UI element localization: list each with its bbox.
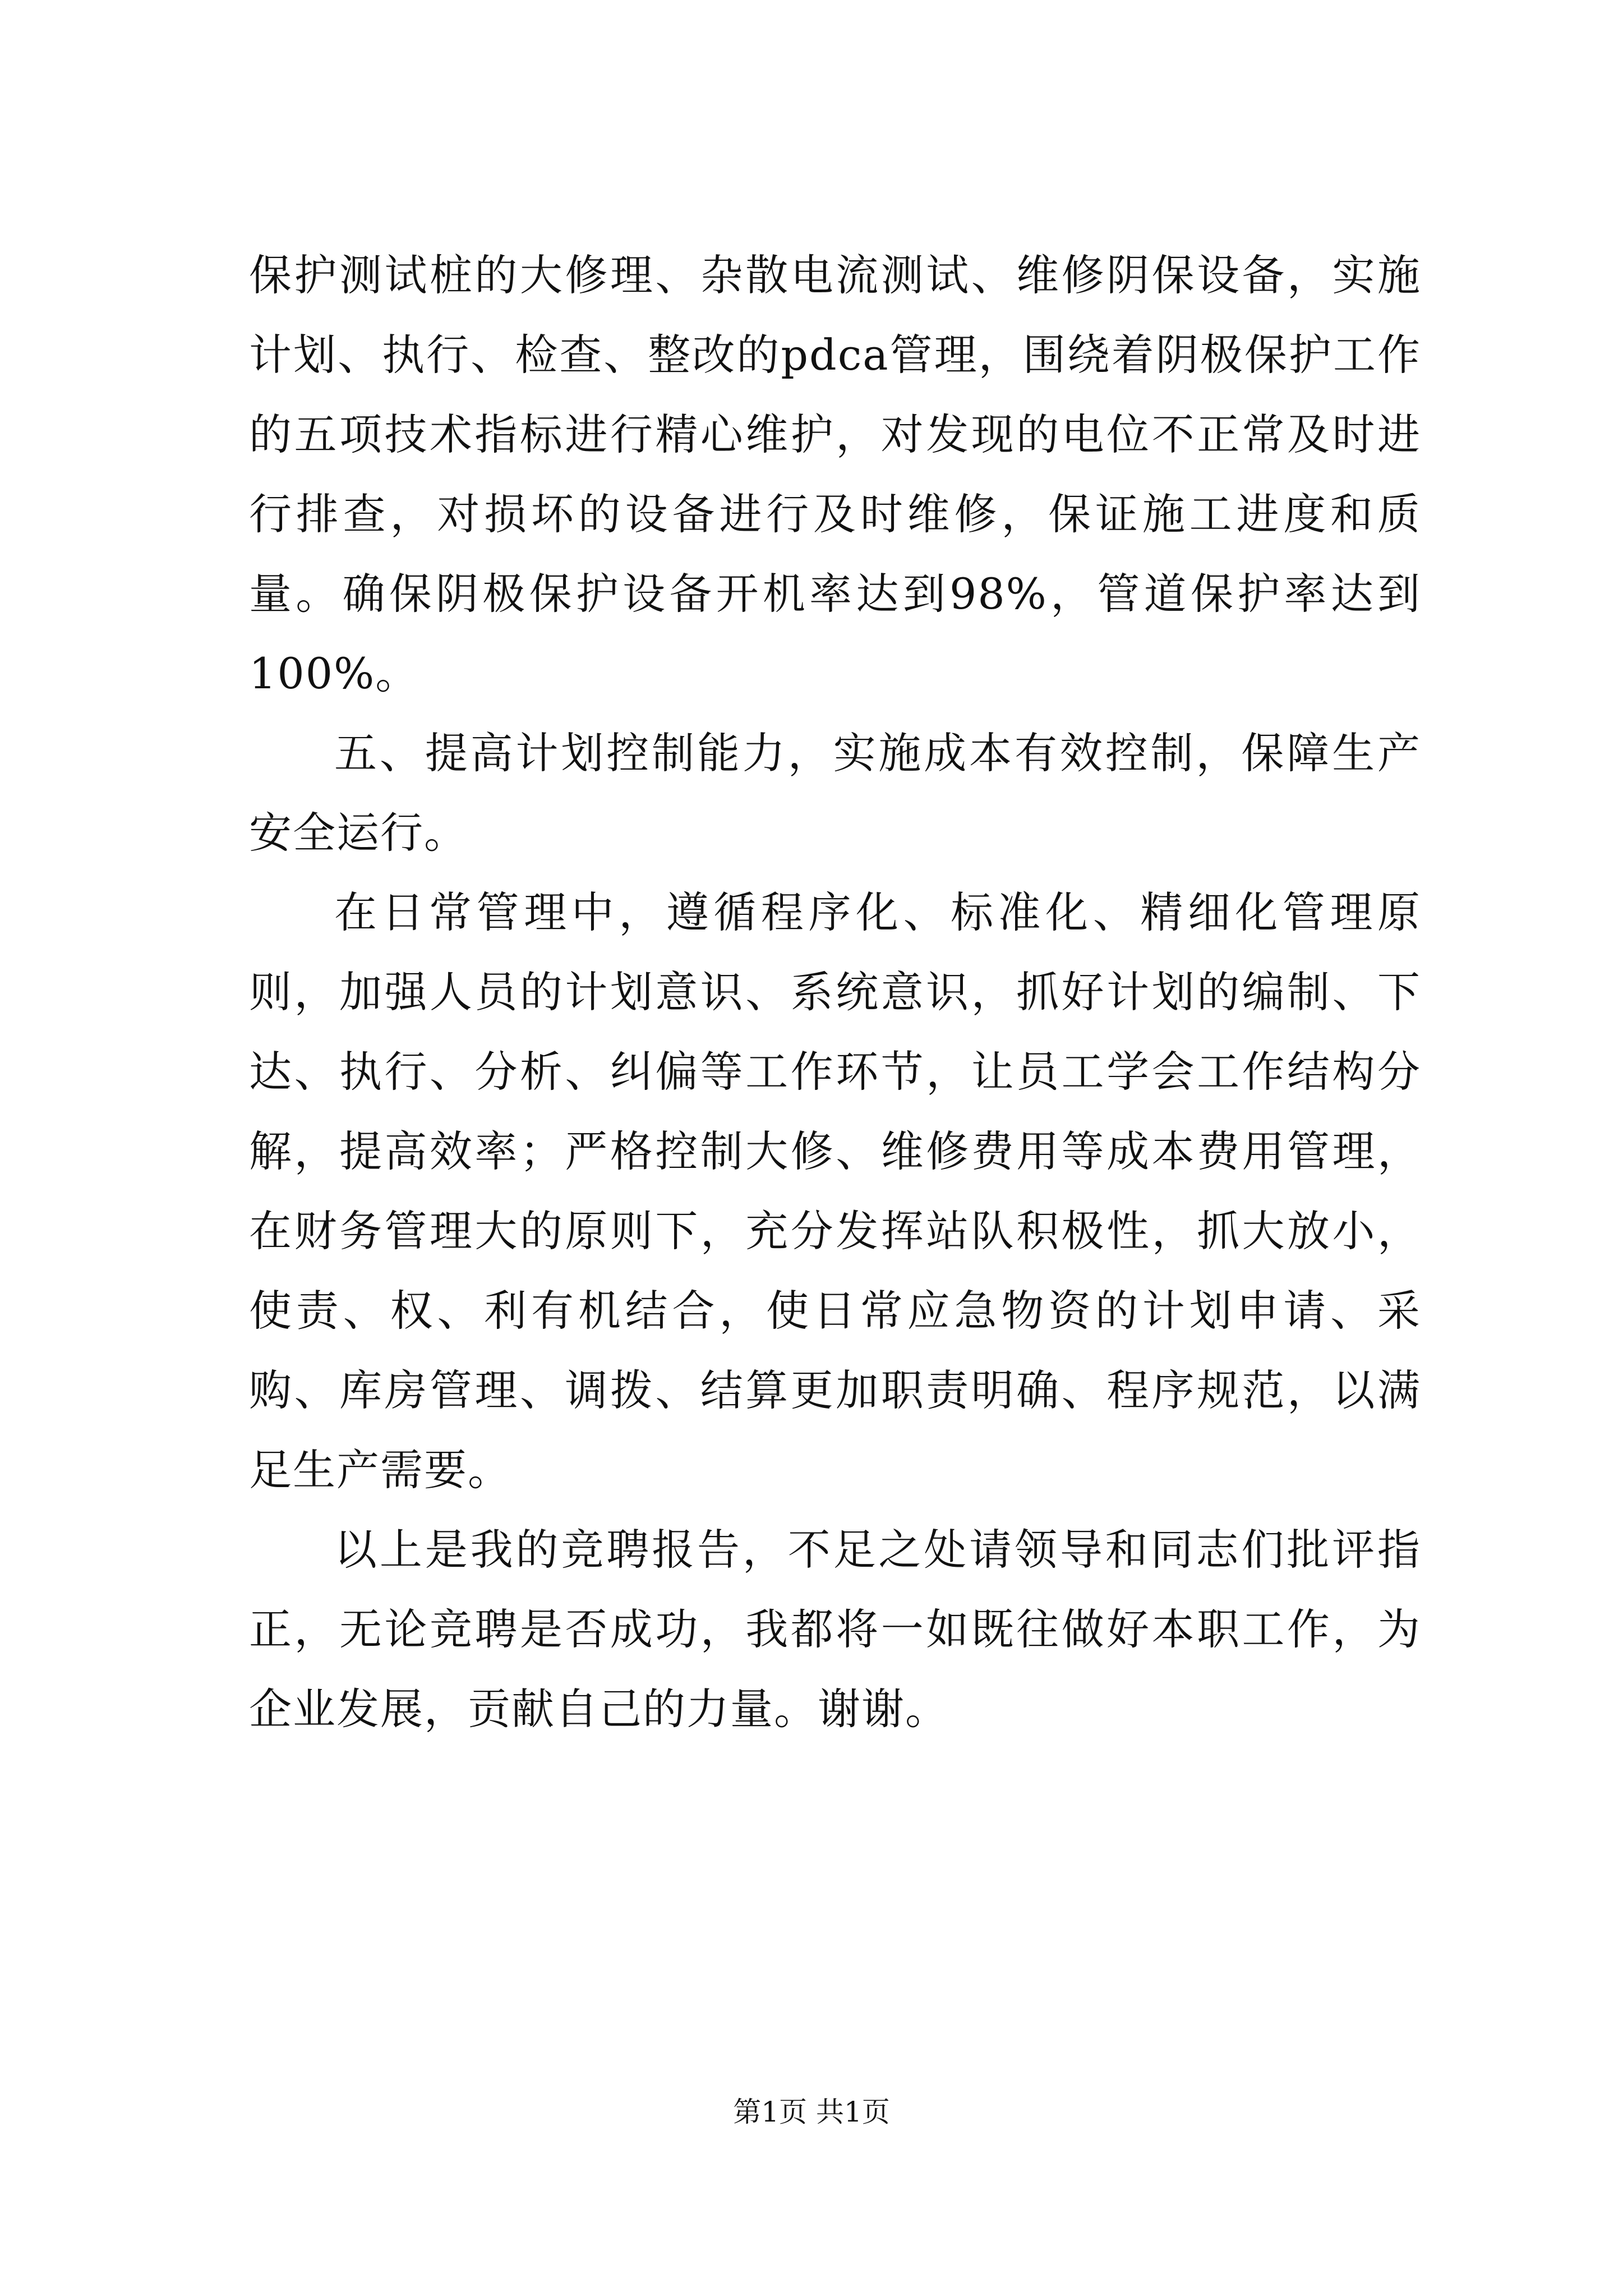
page-footer: 第1页 共1页 xyxy=(733,2096,890,2128)
paragraph-closing: 以上是我的竞聘报告，不足之处请领导和同志们批评指正，无论竞聘是否成功，我都将一如既往做好本职工作，为企业发展，贡献自己的力量。谢谢。 xyxy=(249,1525,1421,1734)
document-body xyxy=(249,236,1421,1749)
paragraph-cathodic-protection: 保护测试桩的大修理、杂散电流测试、维修阴保设备，实施计划、执行、检查、整改的pdca管理，围绕着阴极保护工作的五项技术指标进行精心维护，对发现的电位不正常及时进行排查，对损坏的设备进行及时维修，保证施工进度和质量。确保阴极保护设备开机率达到98%，管道保护率达到100%。 xyxy=(249,250,1421,698)
section-heading-five: 五、提高计划控制能力，实施成本有效控制，保障生产安全运行。 xyxy=(249,728,1421,858)
paragraph-daily-management: 在日常管理中，遵循程序化、标准化、精细化管理原则，加强人员的计划意识、系统意识，抓好计划的编制、下达、执行、分析、纠偏等工作环节，让员工学会工作结构分解，提高效率；严格控制大修、维修费用等成本费用管理，在财务管理大的原则下，充分发挥站队积极性，抓大放小，使责、权、利有机结合，使日常应急物资的计划申请、采购、库房管理、调拨、结算更加职责明确、程序规范，以满足生产需要。 xyxy=(249,887,1421,1495)
